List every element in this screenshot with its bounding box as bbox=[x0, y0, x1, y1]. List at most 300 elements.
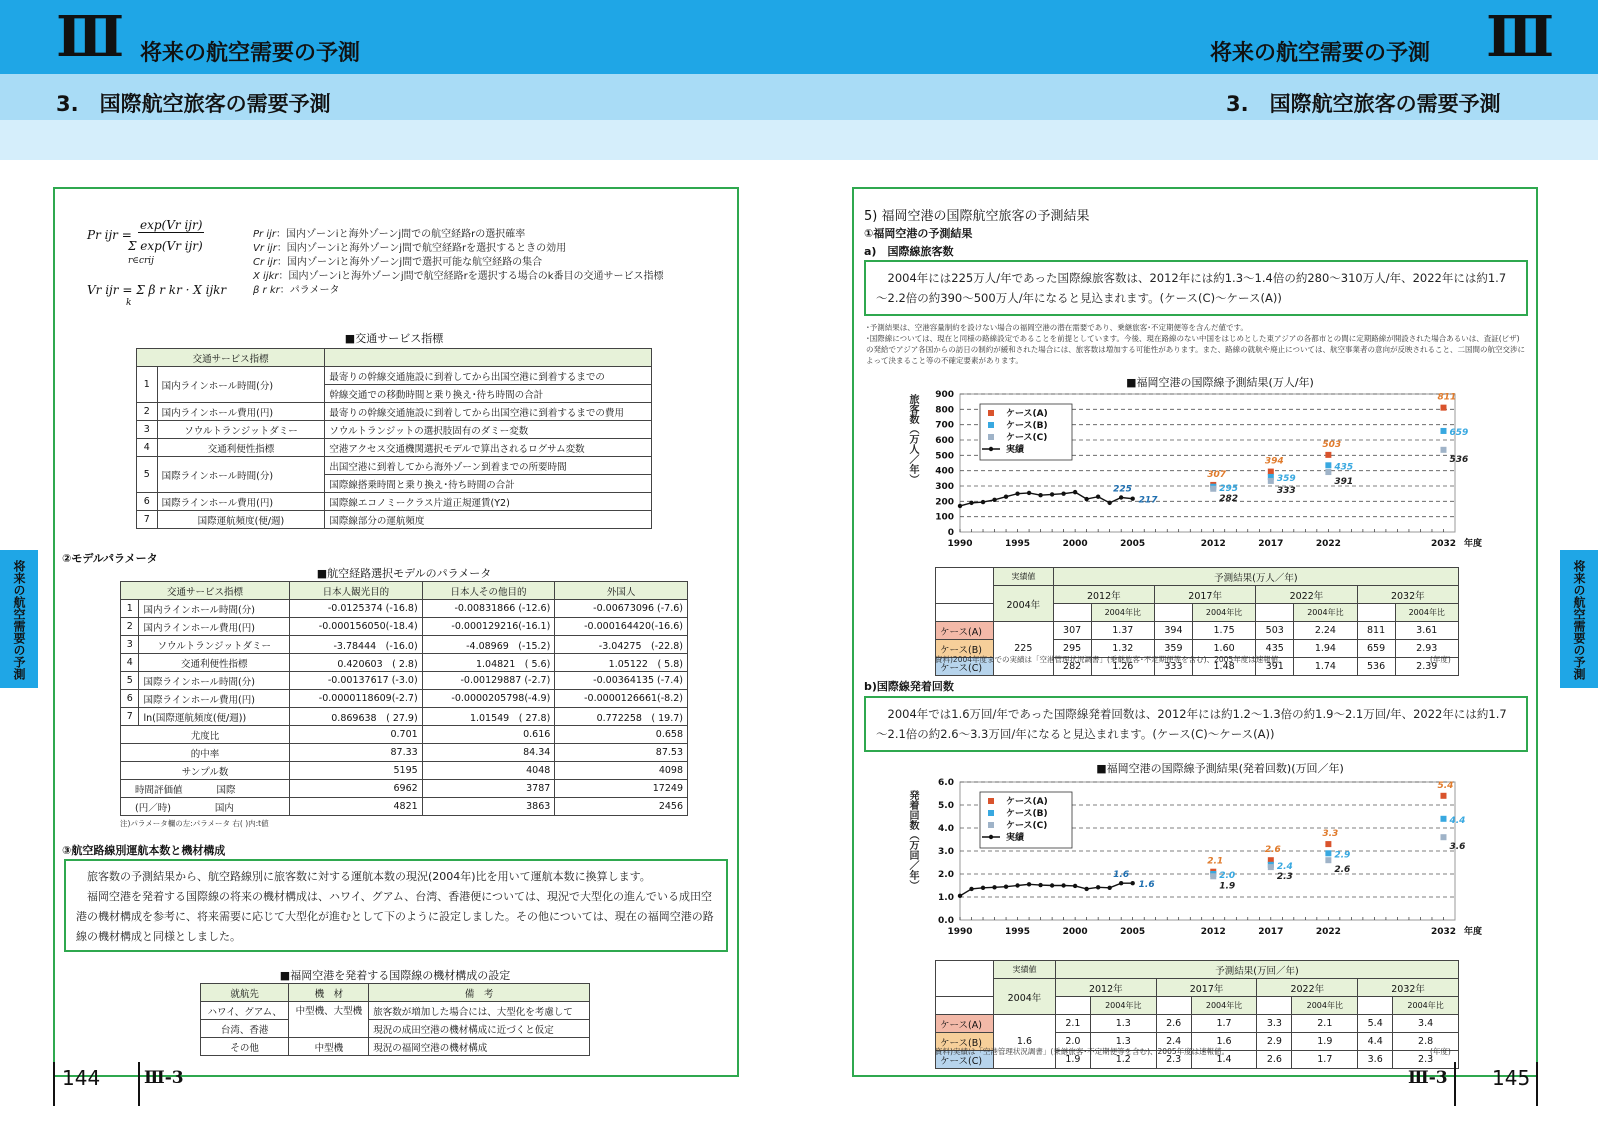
data-label-B: 2.9 bbox=[1334, 850, 1351, 861]
t1-header: 交通サービス指標 bbox=[137, 349, 325, 367]
t2-cell: -0.00129887 (-2.7) bbox=[422, 672, 555, 690]
t4-empty bbox=[1357, 604, 1395, 622]
t5-cell: 3.4 bbox=[1393, 1015, 1459, 1033]
t2-name: ソウルトランジットダミー bbox=[139, 636, 290, 654]
actual-point bbox=[958, 894, 962, 898]
forecast-point-C bbox=[1210, 873, 1216, 879]
data-label-C: 1.9 bbox=[1219, 881, 1236, 892]
t5-cell: 1.3 bbox=[1090, 1033, 1156, 1051]
forecast-point-A bbox=[1268, 469, 1274, 475]
footer-section-left: Ⅲ-3 bbox=[144, 1068, 184, 1088]
t5-cell: 2.6 bbox=[1257, 1051, 1292, 1069]
forecast-point-B bbox=[1325, 850, 1331, 856]
t2-tv-row bbox=[121, 798, 290, 816]
label-fukuoka-results: ①福岡空港の予測結果 bbox=[864, 227, 973, 240]
t1-desc: ソウルトランジットの選択肢固有のダミー変数 bbox=[325, 421, 652, 439]
t2-cell: 1.04821 ( 5.6) bbox=[422, 654, 555, 672]
t5-header: 2004年 bbox=[994, 979, 1056, 1015]
legend-label: ケース(B) bbox=[1006, 809, 1048, 819]
t2-name: 交通利便性指標 bbox=[139, 654, 290, 672]
t4-ratio-header: 2004年比 bbox=[1091, 604, 1154, 622]
actual-point bbox=[1096, 495, 1100, 499]
t4-case: ケース(B) bbox=[936, 640, 994, 658]
actual-point bbox=[1107, 886, 1111, 890]
data-label-A: 2.6 bbox=[1264, 845, 1281, 856]
t1-num: 1 bbox=[137, 367, 158, 403]
y-tick-label: 200 bbox=[935, 497, 954, 508]
actual-point bbox=[1027, 882, 1031, 886]
data-label-C: 333 bbox=[1276, 485, 1296, 496]
legend-swatch bbox=[988, 798, 994, 804]
forecast-point-C bbox=[1440, 447, 1446, 453]
results-title: 5) 福岡空港の国際航空旅客の予測結果 bbox=[864, 209, 1090, 224]
t4-cell: 391 bbox=[1256, 658, 1294, 676]
movement-forecast-chart bbox=[920, 774, 1485, 954]
t5-cell: 1.6 bbox=[1191, 1033, 1257, 1051]
t2-header: 日本人観光目的 bbox=[290, 582, 423, 600]
legend-swatch bbox=[988, 422, 994, 428]
legend-label: ケース(A) bbox=[1006, 409, 1048, 419]
note-line: ･予測結果は、空港容量制約を設けない場合の福岡空港の潜在需要であり、乗継旅客･不定期便等を含んだ値です。 bbox=[866, 323, 1248, 332]
t2-cell: -0.00137617 (-3.0) bbox=[290, 672, 423, 690]
actual-point bbox=[1119, 495, 1123, 499]
y-tick-label: 700 bbox=[935, 420, 954, 431]
t4-year: 2032年 bbox=[1357, 586, 1458, 604]
t4-cell: 1.94 bbox=[1294, 640, 1357, 658]
data-label-A: 3.3 bbox=[1322, 829, 1339, 840]
t2-cell: 1.05122 ( 5.8) bbox=[555, 654, 688, 672]
chapter-roman-left: Ⅲ bbox=[56, 4, 119, 70]
actual-point bbox=[1050, 492, 1054, 496]
t5-source: 資料)実績は「空港管理状況調書」(乗継旅客･不定期便等を含む)、2005年度は速報値。 bbox=[935, 1047, 1230, 1056]
t2-cell: 0.616 bbox=[422, 726, 555, 744]
actual-point bbox=[1015, 491, 1019, 495]
def-text: ：国内ゾーンiと海外ゾーンj間で航空経路rを選択するときの効用 bbox=[276, 243, 567, 254]
t5-cell: 3.6 bbox=[1358, 1051, 1393, 1069]
y-tick-label: 900 bbox=[935, 390, 954, 400]
t5-empty bbox=[936, 961, 994, 997]
actual-point bbox=[1073, 884, 1077, 888]
t5-cell: 1.7 bbox=[1292, 1051, 1358, 1069]
x-tick-label: 2005 bbox=[1120, 539, 1146, 549]
forecast-point-C bbox=[1268, 864, 1274, 870]
t2-cell: 4821 bbox=[290, 798, 423, 816]
t2-name: ln(国際運航頻度(便/週)) bbox=[139, 708, 290, 726]
passengers-summary-box: 2004年には225万人/年であった国際線旅客数は、2012年には約1.3～1.4倍の約280～310万人/年、2022年には約1.7～2.2倍の約390～500万人/年になると見込まれます。(ケース(C)～ケース(A)) bbox=[864, 260, 1528, 316]
t1-name: ソウルトランジットダミー bbox=[157, 421, 325, 439]
route-frequency-text-box bbox=[64, 859, 728, 952]
t3-header: 備 考 bbox=[369, 984, 590, 1002]
t5-ratio-header: 2004年比 bbox=[1393, 997, 1459, 1015]
header-sub-bar bbox=[0, 120, 1598, 160]
t5-empty bbox=[1055, 997, 1090, 1015]
actual-point bbox=[1084, 497, 1088, 501]
t2-cell: -3.04275 (-22.8) bbox=[555, 636, 688, 654]
t2-cell: 6962 bbox=[290, 780, 423, 798]
t2-cell: -0.0000118609(-2.7) bbox=[290, 690, 423, 708]
data-label-B: 435 bbox=[1334, 462, 1354, 473]
chart2-ylabel: 発着回数（万回／年） bbox=[907, 790, 918, 890]
data-label-A: 394 bbox=[1264, 456, 1284, 467]
x-tick-label: 1990 bbox=[947, 927, 973, 937]
t5-header: 予測結果(万回／年) bbox=[1055, 961, 1458, 979]
t4-cell: 536 bbox=[1357, 658, 1395, 676]
t1-header-desc bbox=[325, 349, 652, 367]
t4-empty bbox=[936, 604, 994, 622]
formula-eq2: Vr ijr = Σ β r kr · X ijkr bbox=[87, 283, 227, 297]
t2-cell: -0.000129216(-16.1) bbox=[422, 618, 555, 636]
t2-num: 6 bbox=[121, 690, 139, 708]
t2-cell: 3787 bbox=[422, 780, 555, 798]
chart1-caption: ■福岡空港の国際線予測結果(万人/年) bbox=[1126, 376, 1314, 389]
def-symbol: β r kr bbox=[253, 285, 280, 296]
t2-num: 1 bbox=[121, 600, 139, 618]
actual-point bbox=[1096, 885, 1100, 889]
t3-cell: 台湾、香港 bbox=[201, 1020, 289, 1038]
t4-source: 資料)2004年度までの実績は「空港管理状況調書」(乗継旅客･不定期便等を含む)、2005年度は速報値。 bbox=[935, 655, 1286, 664]
t4-year: 2022年 bbox=[1256, 586, 1357, 604]
formula-eq1-lhs: Pr ijr = bbox=[87, 228, 132, 242]
t2-tv-sub: 国際 bbox=[216, 784, 236, 796]
t3-cell: 旅客数が増加した場合には、大型化を考慮して bbox=[369, 1002, 590, 1020]
t5-cell: 4.4 bbox=[1358, 1033, 1393, 1051]
t2-cell: -0.00673096 (-7.6) bbox=[555, 600, 688, 618]
data-label-A: 2.1 bbox=[1207, 856, 1224, 867]
t4-cell: 1.32 bbox=[1091, 640, 1154, 658]
t2-header: 外国人 bbox=[555, 582, 688, 600]
t5-empty bbox=[1358, 997, 1393, 1015]
t4-header: 実績値 bbox=[994, 568, 1054, 586]
t5-cell: 2.0 bbox=[1055, 1033, 1090, 1051]
t2-cell: -0.0000205798(-4.9) bbox=[422, 690, 555, 708]
t1-desc: 最寄りの幹線交通施設に到着してから出国空港に到着するまでの費用 bbox=[325, 403, 652, 421]
forecast-point-B bbox=[1440, 428, 1446, 434]
t1-num: 5 bbox=[137, 457, 158, 493]
t2-cell: 1.01549 ( 27.8) bbox=[422, 708, 555, 726]
t2-stat-name: 尤度比 bbox=[121, 726, 290, 744]
t3-cell: 中型機、大型機 bbox=[289, 1002, 369, 1038]
t5-cell: 5.4 bbox=[1358, 1015, 1393, 1033]
forecast-point-C bbox=[1325, 469, 1331, 475]
t2-name: 国内ラインホール費用(円) bbox=[139, 618, 290, 636]
x-tick-label: 2032 bbox=[1430, 539, 1457, 549]
forecast-point-C bbox=[1268, 478, 1274, 484]
chapter-roman-right: Ⅲ bbox=[1486, 4, 1549, 70]
t2-cell: -0.000156050(-18.4) bbox=[290, 618, 423, 636]
actual-point bbox=[1004, 884, 1008, 888]
t5-cell: 1.7 bbox=[1191, 1015, 1257, 1033]
actual-point bbox=[969, 887, 973, 891]
t5-cell: 2.4 bbox=[1156, 1033, 1191, 1051]
t5-year: 2017年 bbox=[1156, 979, 1257, 997]
t2-cell: 0.869638 ( 27.9) bbox=[290, 708, 423, 726]
t4-cell: 659 bbox=[1357, 640, 1395, 658]
forecast-point-A bbox=[1325, 452, 1331, 458]
t2-cell: -0.0000126661(-8.2) bbox=[555, 690, 688, 708]
x-tick-label: 2005 bbox=[1120, 927, 1146, 937]
x-tick-label: 1990 bbox=[947, 539, 973, 549]
t1-name: 国内ラインホール時間(分) bbox=[157, 367, 325, 403]
chart1-ylabel: 旅客数（万人／年） bbox=[907, 394, 918, 484]
label-passengers: a) 国際線旅客数 bbox=[864, 245, 954, 258]
t2-cell: 17249 bbox=[555, 780, 688, 798]
x-tick-label: 2012 bbox=[1200, 927, 1226, 937]
t4-year: 2012年 bbox=[1053, 586, 1154, 604]
legend-label: ケース(C) bbox=[1006, 821, 1048, 831]
forecast-point-B bbox=[1325, 462, 1331, 468]
t2-cell: 0.772258 ( 19.7) bbox=[555, 708, 688, 726]
label-route-frequency: ③航空路線別運航本数と機材構成 bbox=[62, 844, 226, 857]
t2-header: 日本人その他目的 bbox=[422, 582, 555, 600]
t2-tv-label: 時間評価値 bbox=[135, 784, 183, 796]
t4-year: 2017年 bbox=[1154, 586, 1255, 604]
data-label-A: 811 bbox=[1437, 392, 1457, 403]
t1-name: 交通利便性指標 bbox=[157, 439, 325, 457]
t4-base: 225 bbox=[994, 622, 1054, 676]
t5-cell: 1.4 bbox=[1191, 1051, 1257, 1069]
section-title-left: 3. 国際航空旅客の需要予測 bbox=[56, 92, 331, 116]
t1-num: 2 bbox=[137, 403, 158, 421]
t2-cell: 5195 bbox=[290, 762, 423, 780]
t2-cell: 0.420603 ( 2.8) bbox=[290, 654, 423, 672]
actual-point bbox=[1038, 883, 1042, 887]
t1-num: 3 bbox=[137, 421, 158, 439]
formula-eq1-num: exp(Vr ijr) bbox=[140, 218, 203, 232]
t5-year: 2032年 bbox=[1358, 979, 1459, 997]
t5-cell: 2.6 bbox=[1156, 1015, 1191, 1033]
t2-stat-name: サンプル数 bbox=[121, 762, 290, 780]
t4-unit: (年度) bbox=[1430, 655, 1451, 664]
actual-point bbox=[1004, 495, 1008, 499]
t4-cell: 295 bbox=[1053, 640, 1091, 658]
y-tick-label: 0 bbox=[947, 528, 954, 538]
data-label-B: 659 bbox=[1449, 427, 1469, 438]
t4-cell: 3.61 bbox=[1395, 622, 1458, 640]
t1-name: 国際ラインホール時間(分) bbox=[157, 457, 325, 493]
t5-case: ケース(C) bbox=[936, 1051, 994, 1069]
t1-desc: 最寄りの幹線交通施設に到着してから出国空港に到着するまでの bbox=[325, 367, 652, 385]
y-tick-label: 5.0 bbox=[938, 801, 954, 811]
t2-header: 交通サービス指標 bbox=[121, 582, 290, 600]
x-axis-unit: 年度 bbox=[1463, 539, 1483, 549]
actual-point bbox=[1119, 881, 1123, 885]
chapter-title-left: 将来の航空需要の予測 bbox=[140, 41, 361, 66]
t5-cell: 2.3 bbox=[1393, 1051, 1459, 1069]
t1-name: 国際運航頻度(便/週) bbox=[157, 511, 325, 529]
legend-marker bbox=[989, 447, 993, 451]
forecast-point-A bbox=[1440, 405, 1446, 411]
t2-cell: -0.000164420(-16.6) bbox=[555, 618, 688, 636]
t2-name: 国際ラインホール時間(分) bbox=[139, 672, 290, 690]
x-tick-label: 2012 bbox=[1200, 539, 1226, 549]
t2-num: 7 bbox=[121, 708, 139, 726]
t5-empty bbox=[1257, 997, 1292, 1015]
def-row bbox=[253, 228, 664, 242]
formula-eq1-sub: r∈crij bbox=[128, 256, 154, 266]
t5-header: 実績値 bbox=[994, 961, 1056, 979]
data-label-C: 391 bbox=[1334, 477, 1354, 488]
t2-cell: -4.08969 (-15.2) bbox=[422, 636, 555, 654]
footer-section-right: Ⅲ-3 bbox=[1408, 1068, 1448, 1088]
t3-header: 就航先 bbox=[201, 984, 289, 1002]
data-label-B: 4.4 bbox=[1449, 815, 1466, 826]
y-tick-label: 1.0 bbox=[938, 893, 954, 903]
paragraph: 福岡空港を発着する国際線の将来の機材構成は、ハワイ、グアム、台湾、香港便については、現況で大型化の進んでいる成田空港の機材構成を参考に、将来需要に応じて大型化が進むとして下のように設定しました。その他については、現在の福岡空港の路線の機材構成と同様としました。 bbox=[76, 890, 714, 943]
x-tick-label: 2022 bbox=[1315, 539, 1341, 549]
t4-cell: 503 bbox=[1256, 622, 1294, 640]
def-text: ：国内ゾーンiと海外ゾーンj間で選択可能な航空経路の集合 bbox=[276, 257, 543, 268]
t5-empty bbox=[936, 997, 994, 1015]
data-label-C: 2.6 bbox=[1334, 865, 1351, 876]
actual-point bbox=[1084, 887, 1088, 891]
legend-label: ケース(A) bbox=[1006, 797, 1048, 807]
def-symbol: X ijkr bbox=[253, 271, 279, 282]
t2-stat-name: 的中率 bbox=[121, 744, 290, 762]
t4-cell: 1.60 bbox=[1192, 640, 1255, 658]
note-line: ･国際線については、現在と同様の路線設定であることを前提としています。今後、現在路線のない中国をはじめとした東アジアの各都市との間に定期路線が開設された場合あるいは、査証(ビザ)の発給でアジア各国からの訪日の制約が緩和された場合には、旅客数は増加する可能性があります。また、路線の就航や廃止については、航空事業者の意向が反映されること、二国間の航空交渉によって決まること等の不確定要素があります。 bbox=[866, 334, 1525, 365]
t3-cell: 中型機 bbox=[289, 1038, 369, 1056]
legend-label: 実績 bbox=[1006, 445, 1025, 455]
data-label-A: 503 bbox=[1322, 439, 1342, 450]
t2-cell: -3.78444 (-16.0) bbox=[290, 636, 423, 654]
t4-ratio-header: 2004年比 bbox=[1192, 604, 1255, 622]
forecast-point-A bbox=[1325, 841, 1331, 847]
t1-desc: 国際線搭乗時間と乗り換え･待ち時間の合計 bbox=[325, 475, 652, 493]
t4-empty bbox=[936, 568, 994, 604]
t2-cell: -0.0125374 (-16.8) bbox=[290, 600, 423, 618]
t3-cell: 現況の成田空港の機材構成に近づくと仮定 bbox=[369, 1020, 590, 1038]
t4-cell: 435 bbox=[1256, 640, 1294, 658]
t5-cell: 1.9 bbox=[1055, 1051, 1090, 1069]
def-row bbox=[253, 270, 664, 284]
actual-point bbox=[1107, 501, 1111, 505]
t4-cell: 1.26 bbox=[1091, 658, 1154, 676]
t4-cell: 2.39 bbox=[1395, 658, 1458, 676]
t5-cell: 1.3 bbox=[1090, 1015, 1156, 1033]
t5-ratio-header: 2004年比 bbox=[1090, 997, 1156, 1015]
section-title-right: 3. 国際航空旅客の需要予測 bbox=[1226, 92, 1501, 116]
data-label-B: 2.4 bbox=[1276, 861, 1293, 872]
t2-num: 2 bbox=[121, 618, 139, 636]
t3-header: 機 材 bbox=[289, 984, 369, 1002]
t3-cell: その他 bbox=[201, 1038, 289, 1056]
forecast-point-A bbox=[1440, 793, 1446, 799]
legend-label: ケース(C) bbox=[1006, 433, 1048, 443]
t4-ratio-header: 2004年比 bbox=[1395, 604, 1458, 622]
forecast-point-C bbox=[1210, 486, 1216, 492]
table1-caption: ■交通サービス指標 bbox=[344, 332, 444, 345]
t5-year: 2022年 bbox=[1257, 979, 1358, 997]
t5-ratio-header: 2004年比 bbox=[1292, 997, 1358, 1015]
footer-divider bbox=[1536, 1062, 1538, 1106]
movements-summary-box: 2004年では1.6万回/年であった国際線発着回数は、2012年には約1.2～1.3倍の約1.9～2.1万回/年、2022年には約1.7～2.1倍の約2.6～3.3万回/年になると見込まれます。(ケース(C)～ケース(A)) bbox=[864, 696, 1528, 752]
legend-swatch bbox=[988, 410, 994, 416]
t5-cell: 2.3 bbox=[1156, 1051, 1191, 1069]
t4-case: ケース(C) bbox=[936, 658, 994, 676]
t3-cell: ハワイ、グアム、 bbox=[201, 1002, 289, 1020]
forecast-point-C bbox=[1325, 857, 1331, 863]
t4-empty bbox=[1154, 604, 1192, 622]
t5-case: ケース(A) bbox=[936, 1015, 994, 1033]
t2-cell: 4048 bbox=[422, 762, 555, 780]
def-symbol: Cr ijr bbox=[253, 257, 277, 268]
t4-cell: 1.75 bbox=[1192, 622, 1255, 640]
label-model-parameters: ②モデルパラメータ bbox=[62, 552, 158, 565]
actual-point bbox=[1061, 883, 1065, 887]
t2-cell: 0.701 bbox=[290, 726, 423, 744]
data-label-B: 2.0 bbox=[1219, 871, 1236, 881]
chart2-caption: ■福岡空港の国際線予測結果(発着回数)(万回／年) bbox=[1096, 762, 1344, 775]
t1-desc: 出国空港に到着してから海外ゾーン到着までの所要時間 bbox=[325, 457, 652, 475]
y-tick-label: 4.0 bbox=[938, 824, 954, 834]
formula-definitions bbox=[253, 228, 664, 298]
t1-name: 国際ラインホール費用(円) bbox=[157, 493, 325, 511]
y-tick-label: 2.0 bbox=[938, 870, 954, 880]
legend-swatch bbox=[988, 434, 994, 440]
t5-base: 1.6 bbox=[994, 1015, 1056, 1069]
data-label-A: 307 bbox=[1207, 469, 1227, 480]
data-label-C: 536 bbox=[1449, 454, 1469, 465]
data-label-C: 3.6 bbox=[1449, 842, 1466, 853]
y-tick-label: 800 bbox=[935, 405, 954, 416]
t2-tv-row bbox=[121, 780, 290, 798]
paragraph: 旅客数の予測結果から、航空路線別に旅客数に対する運航本数の現況(2004年)比を用いて運航本数に換算します。 bbox=[76, 870, 651, 883]
t2-tv-label: (円／時) bbox=[135, 802, 171, 814]
passenger-forecast-chart bbox=[920, 386, 1485, 566]
data-label-actual: 225 bbox=[1113, 484, 1132, 495]
side-tab-right: 将来の航空需要の予測 bbox=[1560, 550, 1598, 688]
table3-caption: ■福岡空港を発着する国際線の機材構成の設定 bbox=[279, 969, 511, 982]
data-label-C: 2.3 bbox=[1276, 872, 1293, 883]
t2-tv-sub: 国内 bbox=[214, 802, 234, 814]
t2-cell: -0.00364135 (-7.4) bbox=[555, 672, 688, 690]
def-text: ：パラメータ bbox=[279, 285, 340, 296]
x-tick-label: 2000 bbox=[1062, 539, 1088, 549]
t5-cell: 1.2 bbox=[1090, 1051, 1156, 1069]
def-row bbox=[253, 242, 664, 256]
t1-desc: 国際線部分の運航頻度 bbox=[325, 511, 652, 529]
actual-point bbox=[1130, 497, 1134, 501]
data-label-B: 295 bbox=[1219, 483, 1239, 494]
t5-cell: 2.1 bbox=[1055, 1015, 1090, 1033]
x-tick-label: 2000 bbox=[1062, 927, 1088, 937]
t4-cell: 1.48 bbox=[1192, 658, 1255, 676]
y-tick-label: 3.0 bbox=[938, 847, 954, 857]
passengers-notes bbox=[866, 322, 1526, 366]
t1-desc: 空港アクセス交通機関選択モデルで算出されるログサム変数 bbox=[325, 439, 652, 457]
x-tick-label: 2017 bbox=[1258, 927, 1284, 937]
forecast-point-C bbox=[1440, 834, 1446, 840]
def-text: ：国内ゾーンiと海外ゾーンj間で航空経路rを選択する場合のk番目の交通サービス指標 bbox=[278, 271, 664, 282]
formula-eq2-sub: k bbox=[126, 298, 132, 308]
t2-cell: 3863 bbox=[422, 798, 555, 816]
t1-desc: 幹線交通での移動時間と乗り換え･待ち時間の合計 bbox=[325, 385, 652, 403]
x-tick-label: 1995 bbox=[1005, 539, 1031, 549]
t4-header: 予測結果(万人／年) bbox=[1053, 568, 1458, 586]
data-label-A: 5.4 bbox=[1437, 780, 1454, 791]
t5-cell: 2.8 bbox=[1393, 1033, 1459, 1051]
t4-header: 2004年 bbox=[994, 586, 1054, 622]
footer-divider bbox=[138, 1062, 140, 1106]
data-label-actual: 217 bbox=[1138, 495, 1158, 506]
t5-ratio-header: 2004年比 bbox=[1191, 997, 1257, 1015]
actual-point bbox=[1027, 491, 1031, 495]
label-movements: b)国際線発着回数 bbox=[864, 680, 954, 693]
x-tick-label: 2022 bbox=[1315, 927, 1341, 937]
data-label-actual: 1.6 bbox=[1113, 870, 1130, 881]
legend-marker bbox=[989, 835, 993, 839]
t5-unit: (年度) bbox=[1430, 1047, 1451, 1056]
